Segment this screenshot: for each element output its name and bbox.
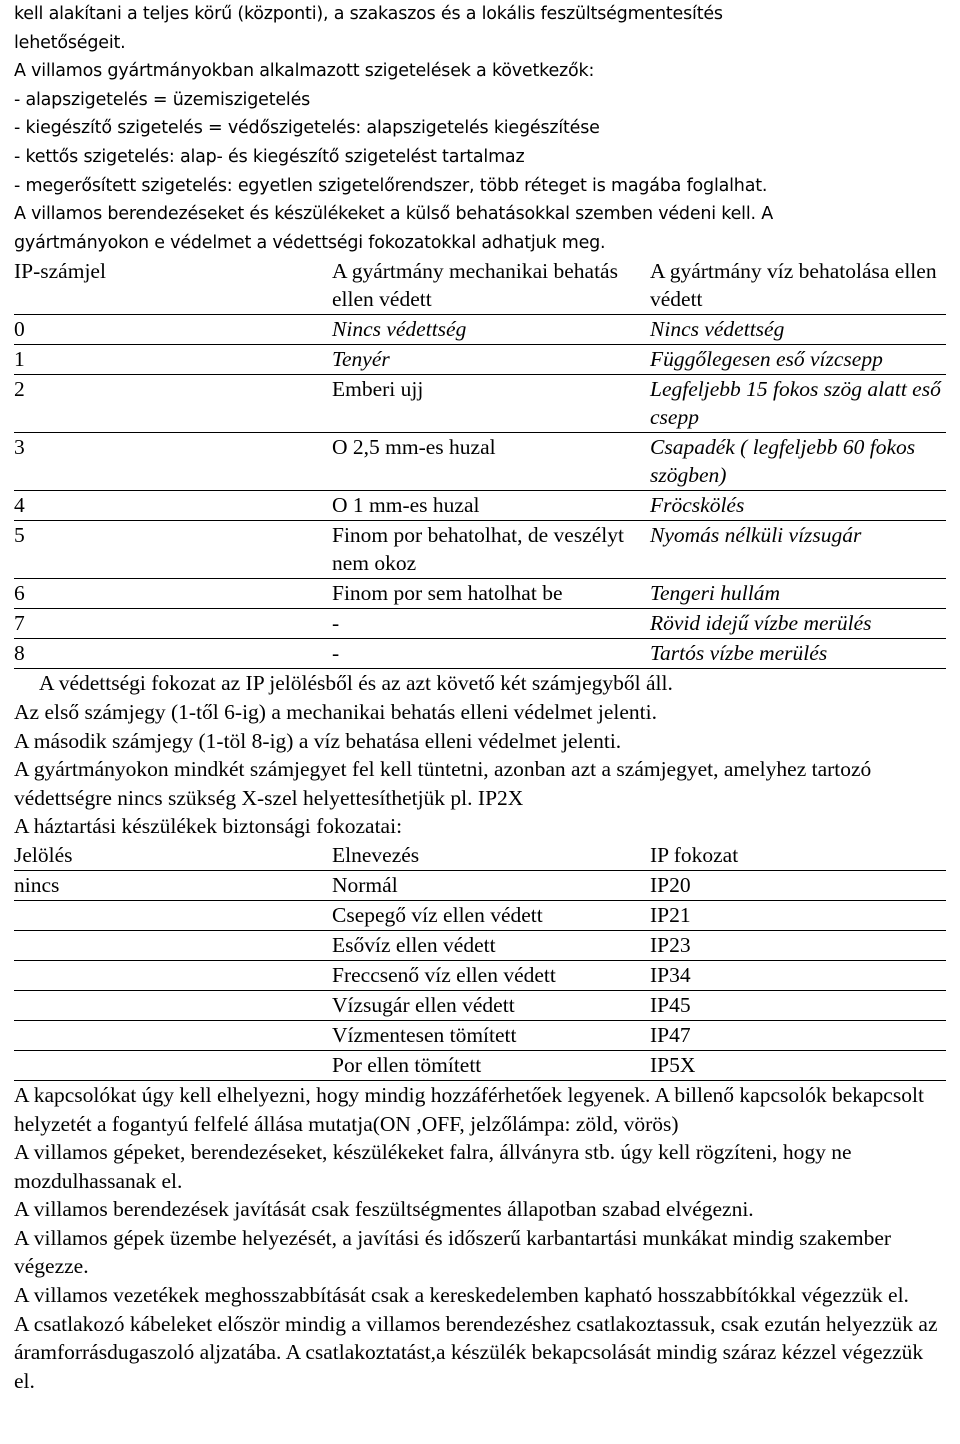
mark-cell [14,960,332,990]
intro-line: gyártmányokon e védelmet a védettségi fokozatokkal adhatjuk meg. [14,232,606,253]
table-header-row [14,257,946,315]
table-row [14,345,946,375]
ip-code-cell: 2 [14,375,332,433]
intro-line: - megerősített szigetelés: egyetlen szigetelőrendszer, több réteget is magába foglalhat. [14,175,768,196]
water-protection-header: A gyártmány víz behatolása ellen védett [650,257,946,315]
safety-rules-section [14,1081,946,1396]
name-cell: Por ellen tömített [332,1050,650,1080]
paragraph: A villamos vezetékek meghosszabbítását csak a kereskedelemben kapható hosszabbítókkal végezzük el. [14,1283,909,1308]
mark-cell [14,1050,332,1080]
mark-cell: nincs [14,870,332,900]
name-header: Elnevezés [332,841,650,871]
mechanical-protection-cell: - [332,609,650,639]
paragraph: A villamos gépek üzembe helyezését, a javítási és időszerű karbantartási munkákat mindig szakember végezze. [14,1225,892,1279]
mechanical-protection-cell: O 1 mm-es huzal [332,491,650,521]
intro-line: kell alakítani a teljes körű (központi), a szakaszos és a lokális feszültségmentesítés [14,4,723,24]
safety-table-caption: A háztartási készülékek biztonsági fokozatai: [14,814,403,839]
paragraph: A villamos gépeket, berendezéseket, készülékeket falra, állványra stb. úgy kell rögzíteni, hogy ne mozdulhassanak el. [14,1140,852,1193]
ip-grade-cell: IP5X [650,1050,946,1080]
ip-note: Az első számjegy (1-től 6-ig) a mechanikai behatás elleni védelmet jelenti. [14,699,657,724]
water-protection-cell: Nyomás nélküli vízsugár [650,521,946,579]
mechanical-protection-cell: - [332,639,650,669]
intro-line: - kettős szigetelés: alap- és kiegészítő szigetelést tartalmaz [14,146,525,167]
mark-cell [14,930,332,960]
household-safety-table [14,841,946,1081]
water-protection-cell: Tartós vízbe merülés [650,639,946,669]
table-row [14,491,946,521]
table-row [14,433,946,491]
water-protection-cell: Fröcskölés [650,491,946,521]
mark-cell [14,900,332,930]
ip-grade-cell: IP20 [650,870,946,900]
ip-grade-cell: IP47 [650,1020,946,1050]
table-row [14,609,946,639]
table-row [14,1050,946,1080]
ip-note: A védettségi fokozat az IP jelölésből és az azt követő két számjegyből áll. [39,671,673,696]
mark-cell [14,990,332,1020]
table-row [14,579,946,609]
ip-code-cell: 6 [14,579,332,609]
mechanical-protection-cell: O 2,5 mm-es huzal [332,433,650,491]
table-header-row [14,841,946,871]
ip-code-cell: 4 [14,491,332,521]
name-cell: Freccsenő víz ellen védett [332,960,650,990]
table-row [14,870,946,900]
ip-code-cell: 3 [14,433,332,491]
ip-grade-cell: IP45 [650,990,946,1020]
ip-notes-section [14,669,946,841]
ip-code-cell: 1 [14,345,332,375]
water-protection-cell: Nincs védettség [650,315,946,345]
table-row [14,521,946,579]
paragraph: A csatlakozó kábeleket először mindig a villamos berendezéshez csatlakoztassuk, csak ezután helyezzük az áramforrásdugaszoló aljzatába. A csatlakoztatást,a készülék bekapcsolását mindig száraz kézzel végezzük el. [14,1311,938,1393]
intro-line: - kiegészítő szigetelés = védőszigetelés: alapszigetelés kiegészítése [14,118,600,139]
table-row [14,375,946,433]
paragraph: A kapcsolókat úgy kell elhelyezni, hogy mindig hozzáférhetőek legyenek. A billenő kapcsolók bekapcsolt helyzetét a fogantyú felfelé állása mutatja(ON ,OFF, jelzőlámpa: zöld, vörös) [14,1082,924,1136]
ip-grade-cell: IP21 [650,900,946,930]
intro-line: A villamos gyártmányokban alkalmazott szigetelések a következők: [14,61,595,82]
table-row [14,1020,946,1050]
water-protection-cell: Legfeljebb 15 fokos szög alatt eső csepp [650,375,946,433]
name-cell: Vízsugár ellen védett [332,990,650,1020]
water-protection-cell: Függőlegesen eső vízcsepp [650,345,946,375]
ip-note: A gyártmányokon mindkét számjegyet fel kell tüntetni, azonban azt a számjegyet, amelyhez tartozó védettségre nincs szükség X-szel helyettesíthetjük pl. IP2X [14,757,872,810]
water-protection-cell: Rövid idejű vízbe merülés [650,609,946,639]
ip-code-header: IP-számjel [14,257,332,315]
ip-code-cell: 7 [14,609,332,639]
paragraph: A villamos berendezések javítását csak feszültségmentes állapotban szabad elvégezni. [14,1197,754,1222]
table-row [14,639,946,669]
name-cell: Vízmentesen tömített [332,1020,650,1050]
ip-grade-header: IP fokozat [650,841,946,871]
ip-note: A második számjegy (1-töl 8-ig) a víz behatása elleni védelmet jelenti. [14,728,622,753]
table-row [14,900,946,930]
name-cell: Esővíz ellen védett [332,930,650,960]
mechanical-protection-cell: Tenyér [332,345,650,375]
ip-code-cell: 5 [14,521,332,579]
mechanical-protection-cell: Emberi ujj [332,375,650,433]
ip-code-cell: 0 [14,315,332,345]
intro-line: - alapszigetelés = üzemiszigetelés [14,89,311,110]
intro-section [14,0,946,257]
mechanical-protection-cell: Finom por sem hatolhat be [332,579,650,609]
name-cell: Normál [332,870,650,900]
ip-code-cell: 8 [14,639,332,669]
table-row [14,960,946,990]
table-row [14,930,946,960]
intro-line: A villamos berendezéseket és készülékeket a külső behatásokkal szemben védeni kell. A [14,204,774,225]
name-cell: Csepegő víz ellen védett [332,900,650,930]
document-page [14,0,946,1395]
ip-rating-table [14,257,946,669]
ip-grade-cell: IP34 [650,960,946,990]
table-row [14,315,946,345]
mechanical-protection-cell: Nincs védettség [332,315,650,345]
water-protection-cell: Csapadék ( legfeljebb 60 fokos szögben) [650,433,946,491]
mark-cell [14,1020,332,1050]
intro-line: lehetőségeit. [14,32,126,53]
table-row [14,990,946,1020]
ip-grade-cell: IP23 [650,930,946,960]
mark-header: Jelölés [14,841,332,871]
mechanical-protection-cell: Finom por behatolhat, de veszélyt nem okoz [332,521,650,579]
mechanical-protection-header: A gyártmány mechanikai behatás ellen védett [332,257,650,315]
water-protection-cell: Tengeri hullám [650,579,946,609]
